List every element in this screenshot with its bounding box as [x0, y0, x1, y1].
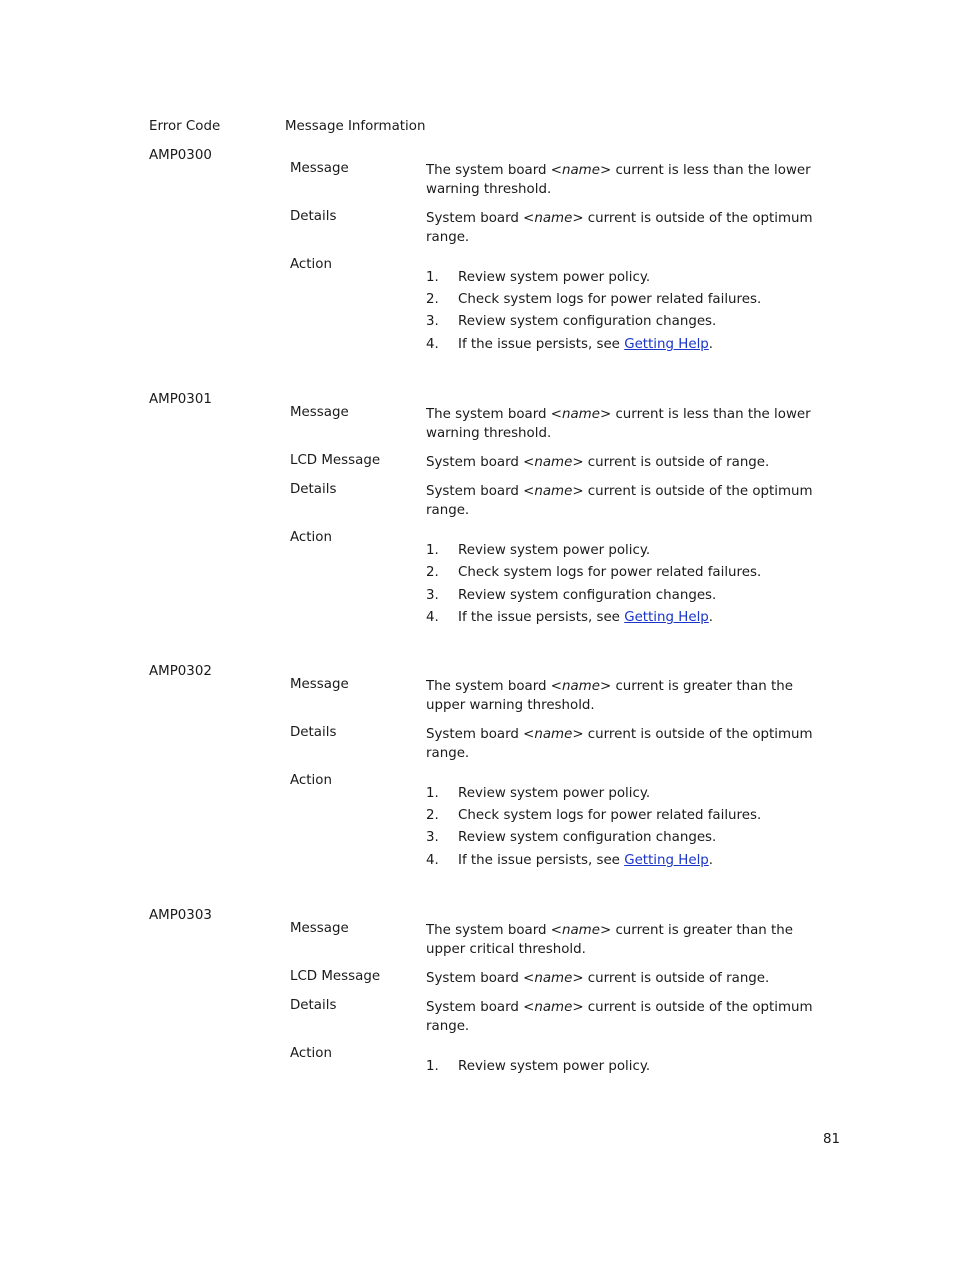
lcd-message-text: System board <name> current is outside of range. — [426, 455, 770, 470]
lcd-message-label: LCD Message — [290, 453, 381, 468]
message-label: Message — [290, 161, 349, 176]
getting-help-link[interactable]: Getting Help — [624, 337, 709, 352]
action-item: Review system power policy. — [458, 270, 651, 285]
details-text: System board <name> current is outside of the optimum range. — [426, 484, 813, 518]
action-item: If the issue persists, see Getting Help. — [458, 853, 714, 868]
action-number: 3. — [426, 588, 439, 603]
name-variable: name — [534, 484, 573, 499]
details-text: System board <name> current is outside of the optimum range. — [426, 727, 813, 761]
message-text: The system board <name> current is less than the lower warning threshold. — [426, 407, 811, 441]
action-number: 1. — [426, 1059, 439, 1074]
getting-help-link[interactable]: Getting Help — [624, 610, 709, 625]
action-number: 4. — [426, 337, 439, 352]
message-text: The system board <name> current is greater than the upper critical threshold. — [426, 923, 794, 957]
details-label: Details — [290, 998, 337, 1013]
lcd-message-text: System board <name> current is outside of range. — [426, 971, 770, 986]
table-header — [0, 119, 954, 139]
action-item: Check system logs for power related failures. — [458, 565, 762, 580]
action-number: 2. — [426, 565, 439, 580]
action-number: 3. — [426, 314, 439, 329]
action-number: 4. — [426, 610, 439, 625]
header-error-code: Error Code — [149, 119, 221, 134]
header-message-information: Message Information — [285, 119, 426, 134]
name-variable: name — [534, 211, 573, 226]
action-number: 1. — [426, 543, 439, 558]
action-item: Review system configuration changes. — [458, 314, 717, 329]
action-item: Review system configuration changes. — [458, 588, 717, 603]
error-code: AMP0303 — [149, 908, 212, 923]
error-code: AMP0301 — [149, 392, 212, 407]
action-number: 1. — [426, 270, 439, 285]
details-text: System board <name> current is outside of the optimum range. — [426, 1000, 813, 1034]
name-variable: name — [561, 407, 600, 422]
error-code: AMP0300 — [149, 148, 212, 163]
name-variable: name — [534, 455, 573, 470]
action-item: If the issue persists, see Getting Help. — [458, 337, 714, 352]
action-number: 2. — [426, 292, 439, 307]
action-label: Action — [290, 257, 332, 272]
action-item: If the issue persists, see Getting Help. — [458, 610, 714, 625]
action-number: 4. — [426, 853, 439, 868]
message-label: Message — [290, 405, 349, 420]
name-variable: name — [534, 971, 573, 986]
action-number: 3. — [426, 830, 439, 845]
getting-help-link[interactable]: Getting Help — [624, 853, 709, 868]
message-label: Message — [290, 677, 349, 692]
action-item: Check system logs for power related failures. — [458, 808, 762, 823]
name-variable: name — [561, 679, 600, 694]
details-label: Details — [290, 725, 337, 740]
message-text: The system board <name> current is greater than the upper warning threshold. — [426, 679, 794, 713]
details-label: Details — [290, 209, 337, 224]
action-label: Action — [290, 530, 332, 545]
details-label: Details — [290, 482, 337, 497]
action-item: Review system configuration changes. — [458, 830, 717, 845]
action-item: Review system power policy. — [458, 1059, 651, 1074]
action-item: Review system power policy. — [458, 786, 651, 801]
action-number: 1. — [426, 786, 439, 801]
action-label: Action — [290, 773, 332, 788]
name-variable: name — [561, 923, 600, 938]
message-label: Message — [290, 921, 349, 936]
message-text: The system board <name> current is less than the lower warning threshold. — [426, 163, 811, 197]
error-code: AMP0302 — [149, 664, 212, 679]
name-variable: name — [534, 1000, 573, 1015]
name-variable: name — [561, 163, 600, 178]
action-item: Check system logs for power related failures. — [458, 292, 762, 307]
action-item: Review system power policy. — [458, 543, 651, 558]
lcd-message-label: LCD Message — [290, 969, 381, 984]
details-text: System board <name> current is outside of the optimum range. — [426, 211, 813, 245]
action-number: 2. — [426, 808, 439, 823]
page-number: 81 — [823, 1132, 841, 1147]
name-variable: name — [534, 727, 573, 742]
action-label: Action — [290, 1046, 332, 1061]
